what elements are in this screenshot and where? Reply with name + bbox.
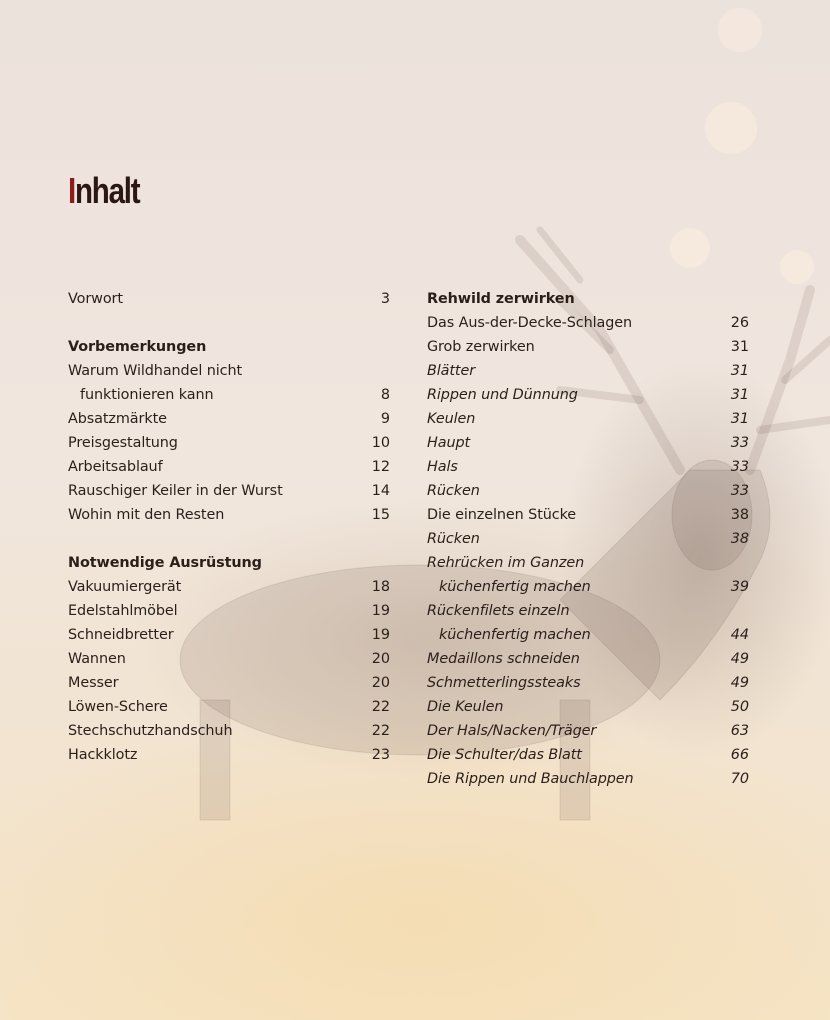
toc-section-heading[interactable] — [427, 287, 749, 311]
toc-page: 70 — [730, 771, 749, 787]
toc-page: 49 — [730, 651, 749, 667]
toc-entry[interactable] — [68, 671, 390, 695]
toc-entry[interactable] — [427, 359, 749, 383]
toc-entry[interactable] — [427, 335, 749, 359]
toc-label: Rehwild zerwirken — [427, 291, 575, 307]
toc-section-heading[interactable] — [68, 335, 390, 359]
toc-page: 14 — [371, 483, 390, 499]
toc-label: Vakuumiergerät — [68, 579, 182, 595]
toc-left-column — [68, 287, 390, 767]
toc-label: Löwen-Schere — [68, 699, 168, 715]
toc-label: Absatzmärkte — [68, 411, 167, 427]
toc-entry[interactable] — [68, 575, 390, 599]
toc-entry[interactable] — [68, 503, 390, 527]
toc-page: 19 — [371, 603, 390, 619]
toc-page: 15 — [371, 507, 390, 523]
toc-page: 63 — [730, 723, 749, 739]
toc-entry[interactable] — [427, 719, 749, 743]
toc-entry[interactable] — [427, 503, 749, 527]
toc-label: Preisgestaltung — [68, 435, 178, 451]
toc-page: 8 — [380, 387, 390, 403]
toc-label: Die Rippen und Bauchlappen — [427, 771, 634, 787]
toc-label: Die Schulter/das Blatt — [427, 747, 582, 763]
toc-label: Die einzelnen Stücke — [427, 507, 577, 523]
toc-label: Die Keulen — [427, 699, 504, 715]
toc-page: 9 — [380, 411, 390, 427]
toc-label: Rücken — [427, 531, 480, 547]
toc-page: 33 — [730, 435, 749, 451]
toc-page: 38 — [730, 507, 749, 523]
toc-entry[interactable] — [427, 407, 749, 431]
toc-page: 49 — [730, 675, 749, 691]
toc-entry[interactable] — [68, 599, 390, 623]
toc-entry[interactable] — [68, 455, 390, 479]
toc-entry[interactable] — [427, 551, 749, 575]
toc-label: Schneidbretter — [68, 627, 174, 643]
toc-entry[interactable] — [427, 743, 749, 767]
toc-label: Arbeitsablauf — [68, 459, 163, 475]
toc-entry[interactable] — [427, 311, 749, 335]
toc-entry[interactable] — [68, 407, 390, 431]
toc-label: Blätter — [427, 363, 476, 379]
toc-page: 18 — [371, 579, 390, 595]
toc-entry[interactable] — [427, 527, 749, 551]
toc-entry[interactable] — [427, 623, 749, 647]
toc-entry[interactable] — [68, 287, 390, 311]
toc-label: küchenfertig machen — [439, 579, 591, 595]
toc-label: Vorbemerkungen — [68, 339, 207, 355]
toc-label: Rehrücken im Ganzen — [427, 555, 585, 571]
toc-page: 12 — [371, 459, 390, 475]
toc-label: Wohin mit den Resten — [68, 507, 225, 523]
page-title — [68, 170, 139, 212]
toc-page: 20 — [371, 675, 390, 691]
toc-page: 10 — [371, 435, 390, 451]
toc-label: Rauschiger Keiler in der Wurst — [68, 483, 283, 499]
toc-label: Hackklotz — [68, 747, 138, 763]
toc-page: 31 — [730, 411, 749, 427]
toc-label: Schmetterlingssteaks — [427, 675, 581, 691]
toc-label: Hals — [427, 459, 458, 475]
toc-entry[interactable] — [68, 719, 390, 743]
toc-label: Medaillons schneiden — [427, 651, 580, 667]
toc-page: 23 — [371, 747, 390, 763]
toc-page: 31 — [730, 363, 749, 379]
toc-entry[interactable] — [427, 695, 749, 719]
toc-label: Rippen und Dünnung — [427, 387, 578, 403]
toc-page: 22 — [371, 723, 390, 739]
toc-right-column — [427, 287, 749, 791]
toc-page: 33 — [730, 483, 749, 499]
toc-label: Haupt — [427, 435, 471, 451]
toc-page: 33 — [730, 459, 749, 475]
toc-entry[interactable] — [427, 455, 749, 479]
toc-page: 31 — [730, 387, 749, 403]
toc-page: 38 — [730, 531, 749, 547]
toc-label: Warum Wildhandel nicht — [68, 363, 243, 379]
toc-page: 66 — [730, 747, 749, 763]
title-rest: nhalt — [74, 170, 140, 211]
toc-page: 3 — [380, 291, 390, 307]
toc-entry[interactable] — [68, 479, 390, 503]
toc-label: Grob zerwirken — [427, 339, 535, 355]
toc-entry[interactable] — [68, 743, 390, 767]
toc-label: funktionieren kann — [80, 387, 214, 403]
toc-label: Edelstahlmöbel — [68, 603, 178, 619]
toc-page: 31 — [730, 339, 749, 355]
toc-label: Notwendige Ausrüstung — [68, 555, 262, 571]
toc-label: Das Aus-der-Decke-Schlagen — [427, 315, 633, 331]
toc-label: Vorwort — [68, 291, 123, 307]
toc-label: Wannen — [68, 651, 126, 667]
toc-label: Messer — [68, 675, 119, 691]
toc-entry[interactable] — [427, 479, 749, 503]
toc-entry[interactable] — [68, 647, 390, 671]
toc-entry[interactable] — [68, 695, 390, 719]
toc-page: 22 — [371, 699, 390, 715]
toc-page: 20 — [371, 651, 390, 667]
toc-label: Rückenfilets einzeln — [427, 603, 570, 619]
toc-entry[interactable] — [427, 383, 749, 407]
toc-entry[interactable] — [427, 575, 749, 599]
toc-entry[interactable] — [68, 383, 390, 407]
toc-section-heading[interactable] — [68, 551, 390, 575]
toc-label: Keulen — [427, 411, 476, 427]
title-initial: I — [68, 170, 75, 211]
toc-entry[interactable] — [427, 671, 749, 695]
toc-page: 50 — [730, 699, 749, 715]
toc-label: Der Hals/Nacken/Träger — [427, 723, 597, 739]
toc-page: 19 — [371, 627, 390, 643]
toc-label: Rücken — [427, 483, 480, 499]
toc-entry[interactable] — [68, 623, 390, 647]
toc-entry[interactable] — [427, 599, 749, 623]
toc-page: 44 — [730, 627, 749, 643]
toc-label: küchenfertig machen — [439, 627, 591, 643]
toc-page: 39 — [730, 579, 749, 595]
toc-entry[interactable] — [427, 767, 749, 791]
toc-entry[interactable] — [68, 359, 390, 383]
toc-label: Stechschutzhandschuh — [68, 723, 233, 739]
toc-entry[interactable] — [427, 647, 749, 671]
toc-entry[interactable] — [68, 431, 390, 455]
toc-entry[interactable] — [427, 431, 749, 455]
toc-page: 26 — [730, 315, 749, 331]
